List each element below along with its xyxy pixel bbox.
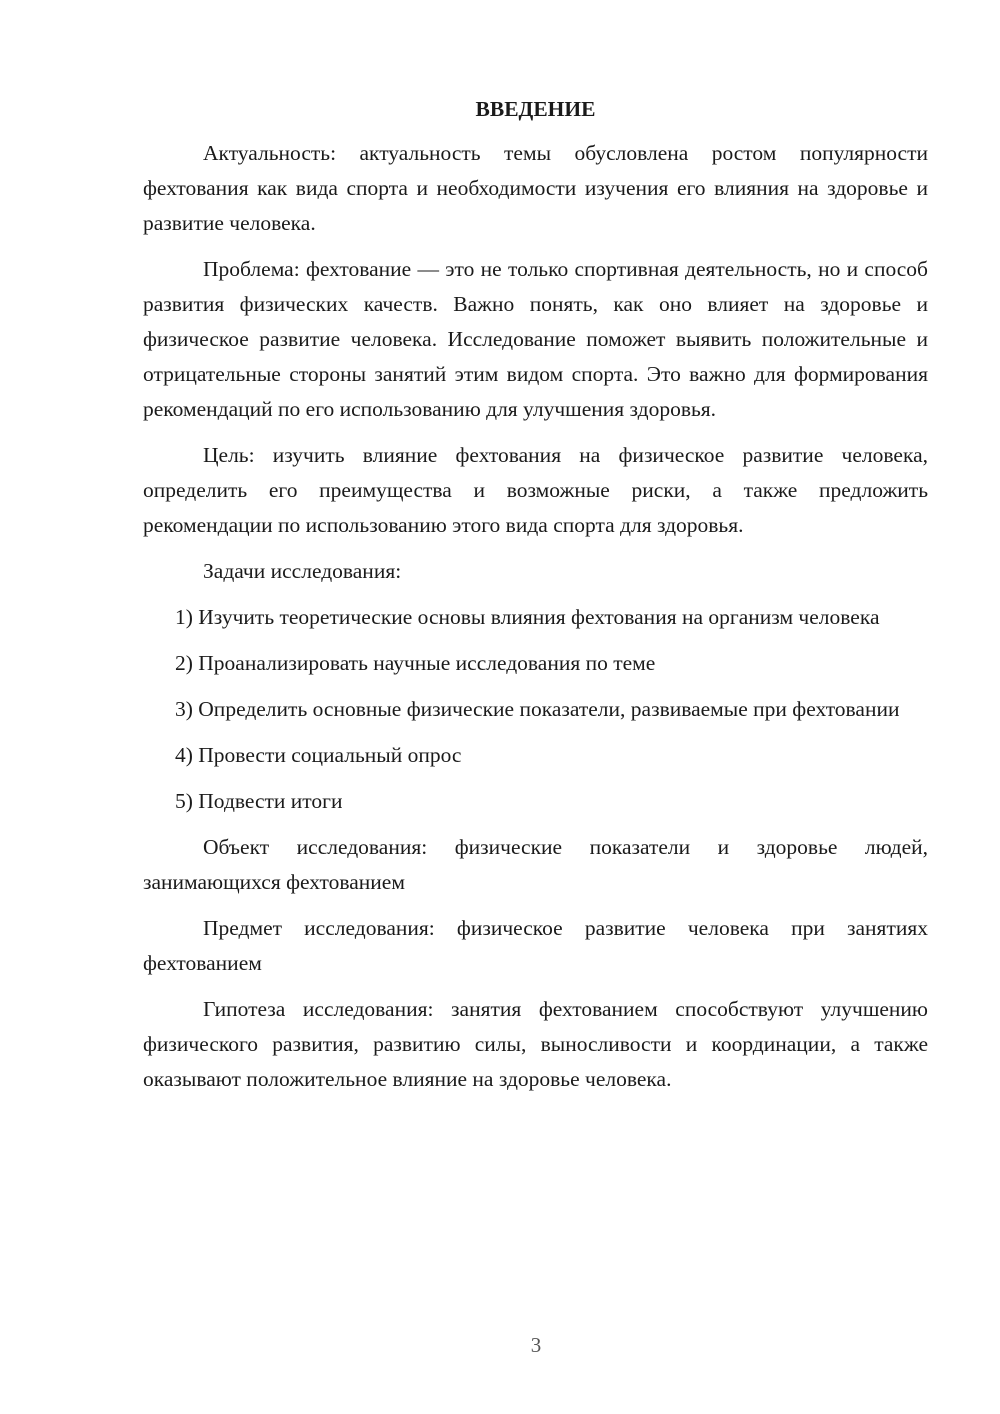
task-item: 4) Провести социальный опрос xyxy=(175,743,462,767)
document-page xyxy=(143,92,928,1097)
goal-paragraph: Цель: изучить влияние фехтования на физическое развитие человека, определить его преимущества и возможные риски, а также предложить рекомендации по использованию этого вида спорта для здоровья. xyxy=(143,443,928,537)
task-item: 5) Подвести итоги xyxy=(175,789,343,813)
section-title: ВВЕДЕНИЕ xyxy=(475,97,596,121)
subject-paragraph: Предмет исследования: физическое развитие человека при занятиях фехтованием xyxy=(143,916,928,975)
task-item: 1) Изучить теоретические основы влияния фехтования на организм человека xyxy=(175,605,880,629)
page-number: 3 xyxy=(530,1333,542,1357)
task-item: 3) Определить основные физические показатели, развиваемые при фехтовании xyxy=(175,697,900,721)
task-item: 2) Проанализировать научные исследования по теме xyxy=(175,651,656,675)
tasks-heading: Задачи исследования: xyxy=(203,559,402,583)
object-paragraph: Объект исследования: физические показатели и здоровье людей, занимающихся фехтованием xyxy=(143,835,928,894)
relevance-paragraph: Актуальность: актуальность темы обусловлена ростом популярности фехтования как вида спорта и необходимости изучения его влияния на здоровье и развитие человека. xyxy=(143,141,928,235)
hypothesis-paragraph: Гипотеза исследования: занятия фехтованием способствуют улучшению физического развития, развитию силы, выносливости и координации, а также оказывают положительное влияние на здоровье человека. xyxy=(143,997,928,1091)
problem-paragraph: Проблема: фехтование — это не только спортивная деятельность, но и способ развития физических качеств. Важно понять, как оно влияет на здоровье и физическое развитие человека. Исследование поможет выявить положительные и отрицательные стороны занятий этим видом спорта. Это важно для формирования рекомендаций по его использованию для улучшения здоровья. xyxy=(143,257,928,421)
